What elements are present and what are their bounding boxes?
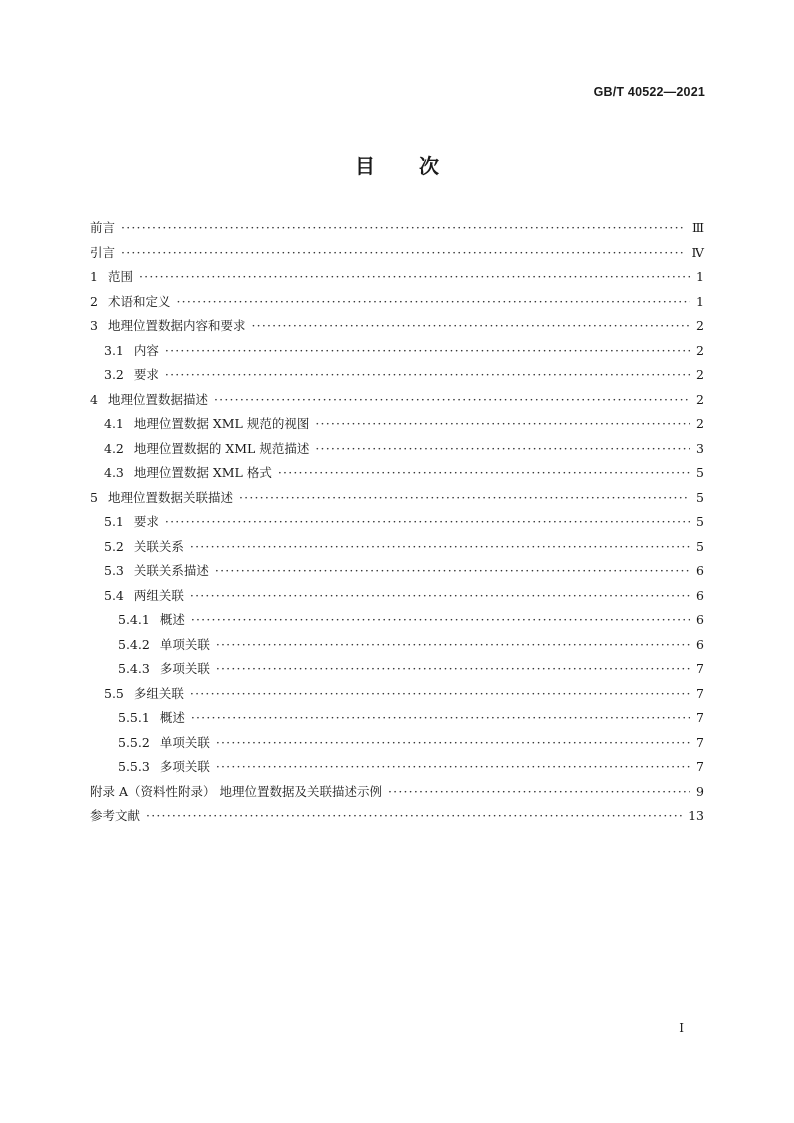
toc-entry-label: 引言	[90, 244, 116, 260]
toc-leader-dots	[278, 461, 690, 486]
toc-leader-dots	[176, 290, 690, 315]
toc-leader-dots	[214, 388, 690, 413]
toc-entry-label: 多项关联	[159, 759, 210, 774]
toc-entry-label: 概述	[159, 612, 185, 627]
toc-entry-number: 5.5.3	[118, 759, 150, 774]
toc-entry-number: 4	[90, 391, 98, 407]
toc-entry-page: 7	[696, 661, 704, 676]
toc-entry-label: 地理位置数据的 XML 规范描述	[133, 440, 310, 456]
toc-entry-label: 要求	[133, 367, 159, 382]
toc-entry-page: 6	[696, 636, 704, 652]
toc-entry[interactable]	[90, 486, 704, 511]
toc-entry[interactable]	[90, 290, 704, 315]
toc-leader-dots	[216, 755, 690, 780]
toc-leader-dots	[239, 486, 690, 511]
toc-entry-label: 范围	[107, 269, 133, 284]
toc-entry-page: 5	[696, 489, 704, 505]
toc-entry-page: 7	[696, 759, 704, 774]
toc-leader-dots	[146, 804, 682, 829]
toc-entry-page: 7	[696, 710, 704, 725]
toc-entry-label: 要求	[133, 514, 159, 529]
toc-leader-dots	[251, 314, 690, 339]
toc-entry-label: 单项关联	[159, 734, 210, 750]
toc-entry-page: 13	[688, 808, 704, 823]
toc-entry-page: Ⅳ	[691, 244, 704, 260]
toc-entry-page: 5	[696, 538, 704, 554]
toc-leader-dots	[388, 780, 690, 805]
title-part-2: 次	[419, 154, 439, 178]
toc-entry-label: 单项关联	[159, 636, 210, 652]
toc-leader-dots	[191, 706, 690, 731]
toc-entry[interactable]	[90, 314, 704, 339]
toc-entry-page: 6	[696, 612, 704, 627]
toc-entry-page: 2	[696, 391, 704, 407]
toc-entry-number: 3	[90, 318, 98, 333]
toc-entry-number: 3.1	[104, 342, 124, 358]
toc-entry-label: 地理位置数据 XML 规范的视图	[133, 416, 310, 431]
toc-entry-page: 5	[696, 465, 704, 480]
toc-entry[interactable]	[90, 461, 704, 486]
page-number: I	[679, 1021, 684, 1035]
table-of-contents	[90, 216, 704, 829]
toc-entry-label: 关联关系描述	[133, 563, 209, 578]
toc-leader-dots	[165, 339, 690, 364]
toc-entry-label: 概述	[159, 710, 185, 725]
toc-entry[interactable]	[90, 412, 704, 437]
toc-entry-page: 9	[696, 783, 704, 799]
toc-entry[interactable]	[90, 388, 704, 413]
toc-leader-dots	[190, 535, 690, 560]
toc-entry-label: 地理位置数据关联描述	[107, 489, 233, 505]
toc-leader-dots	[216, 731, 690, 756]
toc-entry-number: 4.1	[104, 416, 124, 431]
toc-entry-number: 5.4	[104, 587, 124, 603]
toc-entry-page: 1	[696, 293, 704, 309]
toc-entry[interactable]	[90, 804, 704, 829]
toc-leader-dots	[165, 510, 690, 535]
toc-entry-page: 3	[696, 440, 704, 456]
toc-entry[interactable]	[90, 780, 704, 805]
toc-entry[interactable]	[90, 437, 704, 462]
toc-entry-number: 1	[90, 269, 98, 284]
toc-leader-dots	[191, 608, 690, 633]
toc-entry-page: 2	[696, 367, 704, 382]
toc-entry-page: 6	[696, 587, 704, 603]
toc-entry-number: 5.3	[104, 563, 124, 578]
toc-entry-label: 地理位置数据内容和要求	[107, 318, 246, 333]
toc-entry[interactable]	[90, 584, 704, 609]
toc-entry-label: 术语和定义	[107, 293, 171, 309]
toc-entry-label: 地理位置数据 XML 格式	[133, 465, 272, 480]
toc-entry[interactable]	[90, 535, 704, 560]
toc-leader-dots	[216, 657, 690, 682]
toc-entry[interactable]	[90, 633, 704, 658]
toc-entry-page: 1	[696, 269, 704, 284]
toc-entry-page: 7	[696, 734, 704, 750]
toc-leader-dots	[165, 363, 690, 388]
toc-entry-page: 2	[696, 342, 704, 358]
toc-entry[interactable]	[90, 682, 704, 707]
toc-leader-dots	[315, 412, 690, 437]
toc-leader-dots	[190, 584, 690, 609]
toc-entry[interactable]	[90, 706, 704, 731]
toc-entry-label: 地理位置数据描述	[107, 391, 208, 407]
toc-leader-dots	[190, 682, 690, 707]
toc-entry-label: 关联关系	[133, 538, 184, 554]
page-title	[0, 150, 794, 179]
toc-entry[interactable]	[90, 265, 704, 290]
toc-entry-number: 5.5	[104, 685, 124, 701]
toc-entry-label: 多项关联	[159, 661, 210, 676]
toc-entry-label: 两组关联	[133, 587, 184, 603]
toc-entry-label: 内容	[133, 342, 159, 358]
toc-entry[interactable]	[90, 510, 704, 535]
toc-entry-label: 前言	[90, 220, 116, 235]
toc-entry-number: 5.5.2	[118, 734, 150, 750]
toc-entry[interactable]	[90, 216, 704, 241]
toc-entry[interactable]	[90, 657, 704, 682]
toc-entry-number: 3.2	[104, 367, 124, 382]
toc-entry-label: 参考文献	[90, 808, 141, 823]
toc-leader-dots	[139, 265, 690, 290]
toc-entry[interactable]	[90, 559, 704, 584]
toc-entry[interactable]	[90, 363, 704, 388]
toc-entry[interactable]	[90, 608, 704, 633]
standard-code: GB/T 40522—2021	[593, 85, 705, 99]
toc-entry-number: 4.3	[104, 465, 124, 480]
title-part-1: 目	[355, 154, 375, 178]
toc-leader-dots	[315, 437, 690, 462]
toc-entry-page: 7	[696, 685, 704, 701]
toc-entry-number: 5	[90, 489, 98, 505]
toc-entry[interactable]	[90, 339, 704, 364]
toc-entry-page: 2	[696, 318, 704, 333]
toc-entry-page: Ⅲ	[691, 220, 704, 235]
toc-entry-page: 2	[696, 416, 704, 431]
toc-entry-number: 5.4.3	[118, 661, 150, 676]
toc-entry-number: 5.1	[104, 514, 124, 529]
toc-entry-page: 5	[696, 514, 704, 529]
toc-leader-dots	[121, 216, 686, 241]
toc-entry-number: 4.2	[104, 440, 124, 456]
toc-leader-dots	[215, 559, 690, 584]
toc-entry-label: 多组关联	[133, 685, 184, 701]
toc-entry-number: 5.4.2	[118, 636, 150, 652]
toc-entry[interactable]	[90, 755, 704, 780]
toc-entry-page: 6	[696, 563, 704, 578]
toc-entry-number: 5.2	[104, 538, 124, 554]
toc-entry[interactable]	[90, 731, 704, 756]
toc-entry-number: 2	[90, 293, 98, 309]
toc-leader-dots	[216, 633, 690, 658]
toc-entry-number: 5.5.1	[118, 710, 150, 725]
toc-entry-label: 附录 A（资料性附录） 地理位置数据及关联描述示例	[90, 783, 382, 799]
toc-entry[interactable]	[90, 241, 704, 266]
toc-entry-number: 5.4.1	[118, 612, 150, 627]
toc-leader-dots	[121, 241, 685, 266]
